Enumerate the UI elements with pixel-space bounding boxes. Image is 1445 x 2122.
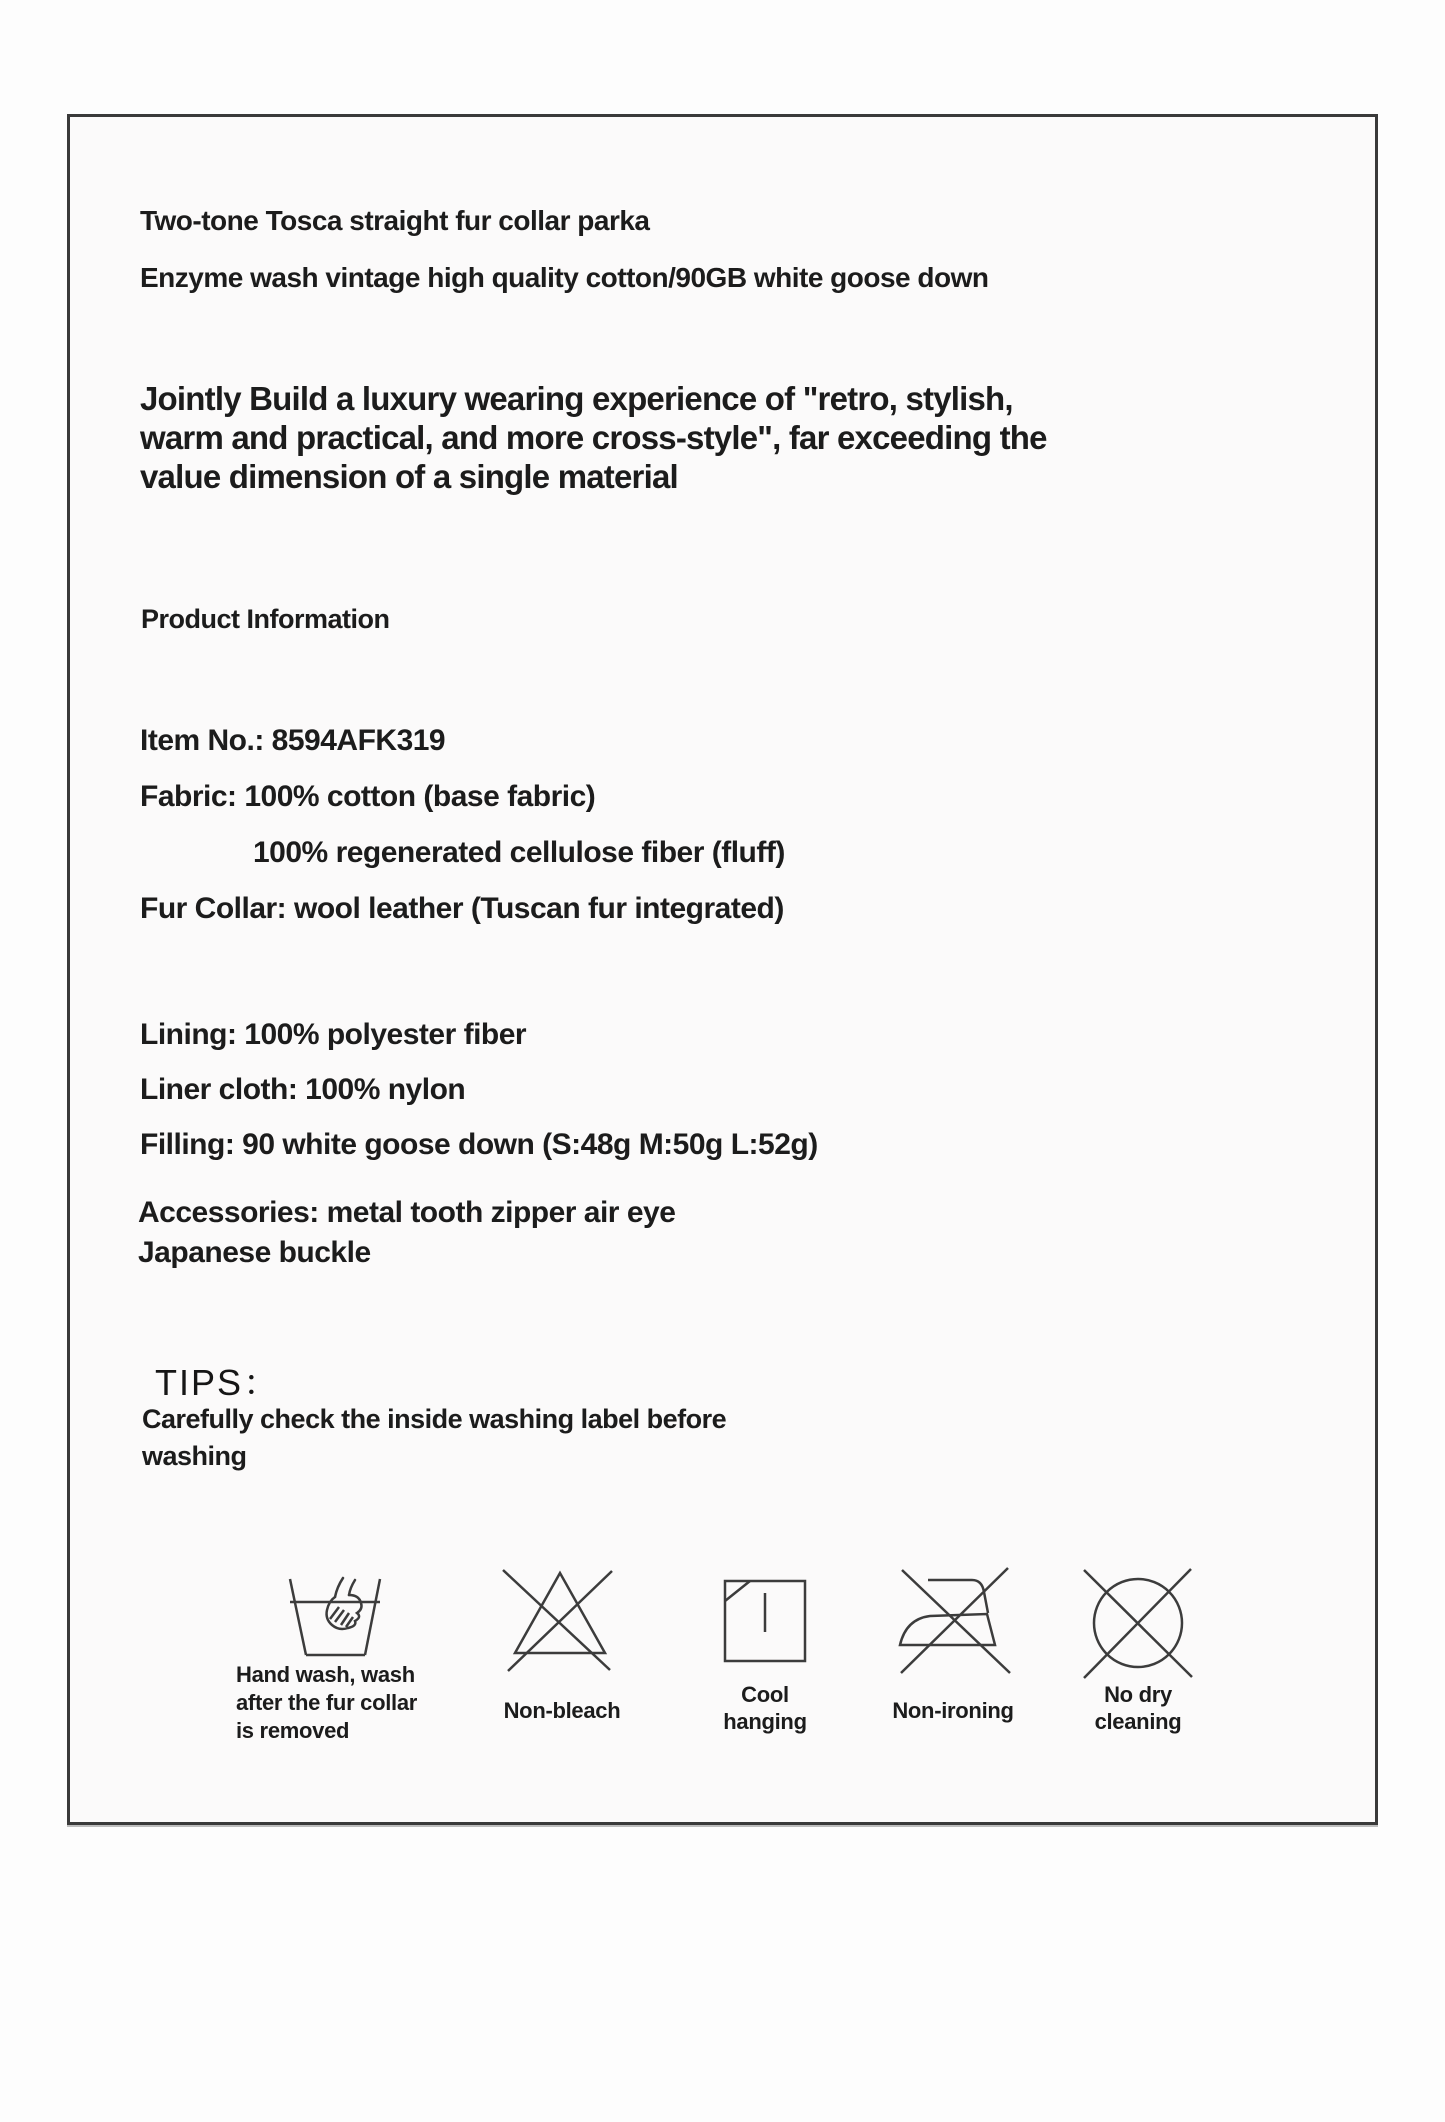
spec-list — [140, 713, 785, 937]
accessories-line: Accessories: metal tooth zipper air eye — [138, 1196, 676, 1229]
section-heading-product-information: Product Information — [141, 604, 390, 634]
care-label-line: Non-bleach — [503, 1698, 621, 1723]
content-frame — [67, 114, 1378, 1825]
intro-line: value dimension of a single material — [140, 458, 678, 495]
care-label-line: Non-ironing — [892, 1698, 1014, 1723]
care-label-line: No dry — [1104, 1682, 1172, 1707]
tips-line: Carefully check the inside washing label before — [142, 1404, 727, 1434]
cool-hanging-label — [705, 1681, 825, 1735]
care-label-line: Cool — [741, 1682, 789, 1707]
intro-line: Jointly Build a luxury wearing experience of "retro, stylish, — [140, 380, 1013, 417]
accessories-line: Japanese buckle — [138, 1236, 371, 1269]
care-label-line: is removed — [236, 1718, 350, 1743]
care-label-line: cleaning — [1094, 1709, 1182, 1734]
hand-wash-icon — [287, 1575, 383, 1659]
non-bleach-icon — [495, 1558, 620, 1683]
product-title-line1: Two-tone Tosca straight fur collar parka — [140, 205, 650, 236]
non-ironing-label — [873, 1697, 1033, 1725]
cool-hanging-icon — [723, 1579, 807, 1663]
spec-liner-cloth: Liner cloth: 100% nylon — [140, 1073, 466, 1106]
care-label-line: hanging — [723, 1709, 807, 1734]
spec-filling: Filling: 90 white goose down (S:48g M:50g L:52g) — [140, 1128, 818, 1161]
spec-fabric: Fabric: 100% cotton (base fabric) — [140, 780, 596, 813]
tips-heading: TIPS： — [155, 1362, 282, 1403]
care-label-line: after the fur collar — [236, 1690, 418, 1715]
accessories-paragraph — [138, 1193, 675, 1273]
material-list — [140, 1007, 818, 1172]
spec-fabric-fluff: 100% regenerated cellulose fiber (fluff) — [253, 836, 785, 869]
spec-item-no: Item No.: 8594AFK319 — [140, 724, 446, 757]
spec-fur-collar: Fur Collar: wool leather (Tuscan fur integrated) — [140, 892, 784, 925]
hand-wash-label — [236, 1661, 417, 1745]
no-dry-cleaning-icon — [1081, 1566, 1195, 1680]
product-title-line2: Enzyme wash vintage high quality cotton/90GB white goose down — [140, 262, 989, 293]
intro-line: warm and practical, and more cross-style", far exceeding the — [140, 419, 1047, 456]
no-dry-cleaning-label — [1058, 1681, 1218, 1735]
spec-lining: Lining: 100% polyester fiber — [140, 1018, 527, 1051]
care-label-line: Hand wash, wash — [236, 1662, 415, 1687]
non-ironing-icon — [898, 1564, 1013, 1676]
tips-line: washing — [142, 1441, 247, 1471]
non-bleach-label — [482, 1697, 642, 1725]
tips-paragraph — [142, 1401, 726, 1475]
intro-paragraph — [140, 379, 1047, 496]
